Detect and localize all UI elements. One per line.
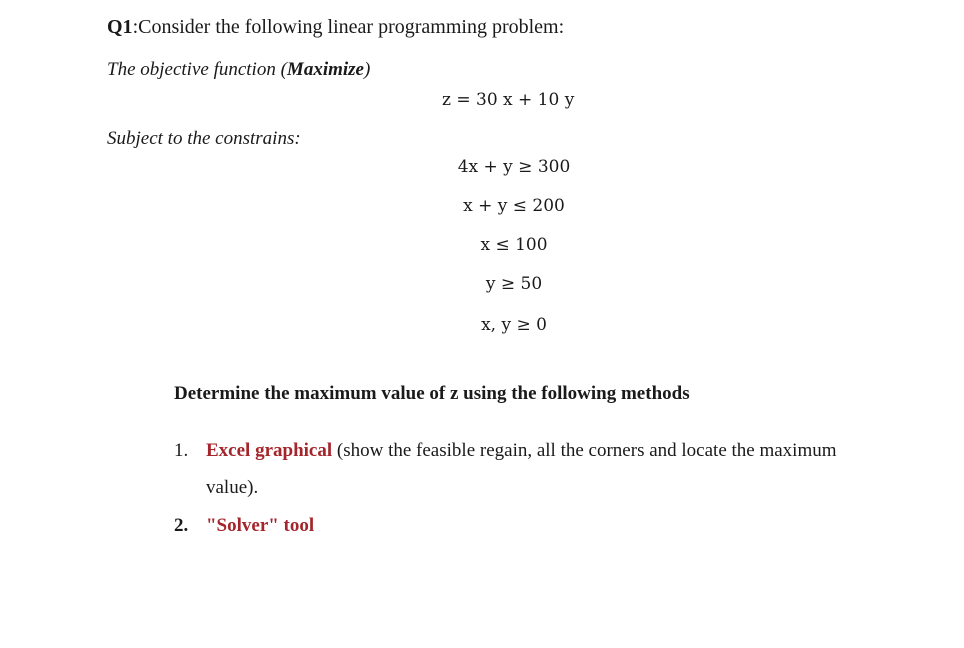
method-number: 1. xyxy=(174,440,189,461)
question-title xyxy=(107,16,564,39)
constraint-1: 4x + y ≥ 300 xyxy=(457,157,571,177)
constraint-2: x + y ≤ 200 xyxy=(463,196,565,216)
objective-label-prefix: The objective function ( xyxy=(107,59,287,80)
constraints-label: Subject to the constrains: xyxy=(107,128,301,149)
method-highlight: "Solver" tool xyxy=(206,515,315,536)
objective-label xyxy=(107,59,370,81)
question-number: Q1 xyxy=(107,16,133,38)
method-text xyxy=(206,440,837,462)
objective-label-suffix: ) xyxy=(363,59,371,80)
constraint-4: y ≥ 50 xyxy=(485,274,543,294)
constraint-3: x ≤ 100 xyxy=(480,235,548,255)
objective-label-maximize: Maximize xyxy=(286,59,364,80)
constraint-5: x, y ≥ 0 xyxy=(481,315,547,335)
method-continuation: value). xyxy=(206,477,259,498)
question-intro: :Consider the following linear programming problem: xyxy=(132,16,565,38)
objective-equation: z = 30 x + 10 y xyxy=(442,90,575,110)
method-highlight: Excel graphical xyxy=(206,440,333,461)
method-description: (show the feasible regain, all the corners and locate the maximum xyxy=(332,440,837,461)
task-heading: Determine the maximum value of z using the following methods xyxy=(174,383,690,404)
method-number: 2. xyxy=(174,515,189,536)
